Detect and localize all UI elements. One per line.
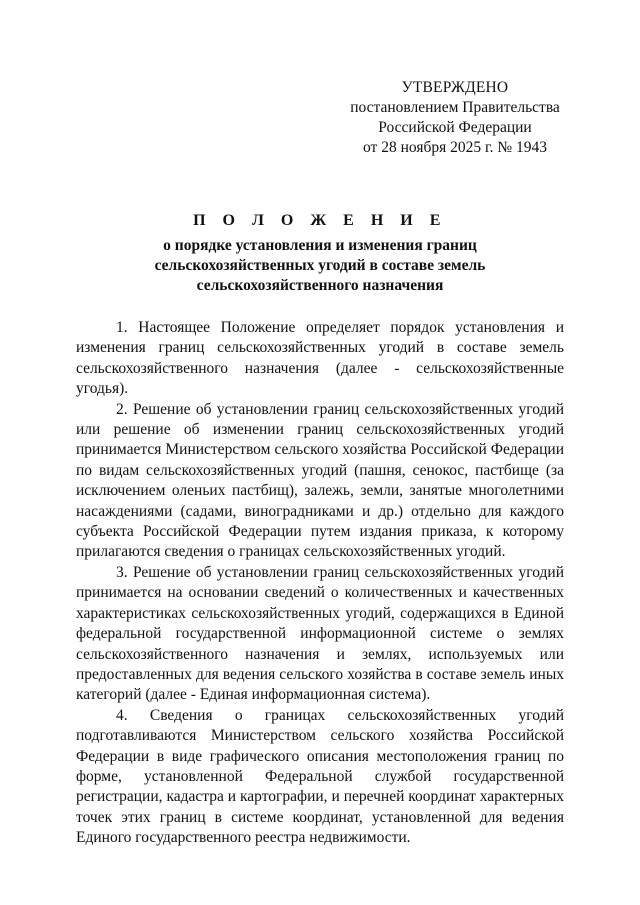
approval-line-3: от 28 ноября 2025 г. № 1943 bbox=[363, 139, 547, 156]
approval-line-2: Российской Федерации bbox=[378, 119, 532, 136]
paragraph-1: 1. Настоящее Положение определяет порядок установления и изменения границ сельскохозяйственных угодий в составе земель сельскохозяйственного назначения (далее - сельскохозяйственные угодья). bbox=[76, 319, 564, 398]
approval-title: УТВЕРЖДЕНО bbox=[401, 79, 509, 96]
paragraph-3: 3. Решение об установлении границ сельскохозяйственных угодий принимается на основании сведений о количественных и качественных характеристиках сельскохозяйственных угодий, содержащихся в Единой федеральной государственной информационной системе о землях сельскохозяйственного назначения и землях, используемых или предоставленных для ведения сельского хозяйства в составе земель иных категорий (далее - Единая информационная система). bbox=[76, 563, 564, 704]
subtitle-line-2: сельскохозяйственных угодий в составе земель bbox=[154, 257, 486, 274]
document-body bbox=[76, 318, 564, 849]
paragraph-4: 4. Сведения о границах сельскохозяйственных угодий подготавливаются Министерством сельского хозяйства Российской Федерации в виде графического описания местоположения границ по форме, установленной Федеральной службой государственной регистрации, кадастра и картографии, и перечней координат характерных точек этих границ в системе координат, установленной для ведения Единого государственного реестра недвижимости. bbox=[76, 706, 564, 847]
document-subtitle bbox=[60, 236, 580, 296]
paragraph-2: 2. Решение об установлении границ сельскохозяйственных угодий или решение об изменении границ сельскохозяйственных угодий принимается Министерством сельского хозяйства Российской Федерации по видам сельскохозяйственных угодий (пашня, сенокос, пастбище (за исключением оленьих пастбищ), залежь, земли, занятые многолетними насаждениями (садами, виноградниками и др.) отдельно для каждого субъекта Российской Федерации путем издания приказа, к которому прилагаются сведения о границах сельскохозяйственных угодий. bbox=[76, 400, 564, 561]
approval-line-1: постановлением Правительства bbox=[350, 99, 560, 116]
approval-stamp bbox=[330, 78, 580, 158]
document-title: П О Л О Ж Е Н И Е bbox=[193, 212, 447, 229]
subtitle-line-3: сельскохозяйственного назначения bbox=[196, 277, 444, 294]
subtitle-line-1: о порядке установления и изменения границ bbox=[163, 237, 477, 254]
